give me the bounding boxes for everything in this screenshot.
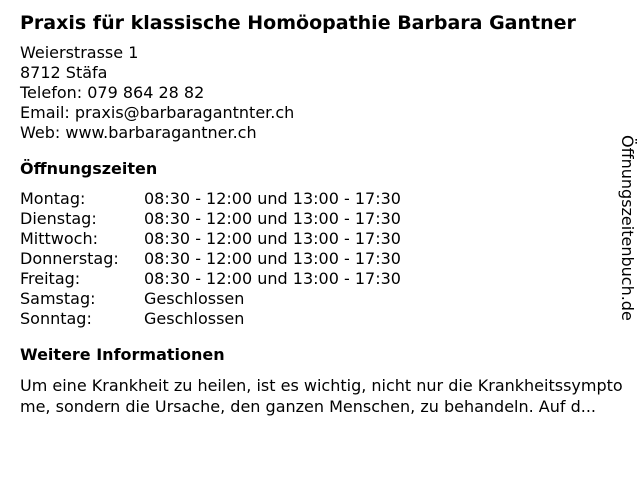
info-text: Um eine Krankheit zu heilen, ist es wichtig, nicht nur die Krankheitssymptome, sondern die Ursache, den ganzen Menschen, zu behandeln. Auf d... <box>20 376 623 416</box>
info-heading: Weitere Informationen <box>20 345 225 364</box>
address-block <box>20 43 610 143</box>
watermark-text: Öffnungszeitenbuch.de <box>618 135 637 321</box>
table-row <box>20 229 401 249</box>
table-row <box>20 309 401 329</box>
time-value: 08:30 - 12:00 und 13:00 - 17:30 <box>144 269 401 288</box>
day-label: Samstag: <box>20 289 96 308</box>
website: Web: www.barbaragantner.ch <box>20 123 257 142</box>
time-value: 08:30 - 12:00 und 13:00 - 17:30 <box>144 209 401 228</box>
time-value: 08:30 - 12:00 und 13:00 - 17:30 <box>144 189 401 208</box>
time-value: Geschlossen <box>144 289 245 308</box>
day-label: Sonntag: <box>20 309 92 328</box>
phone: Telefon: 079 864 28 82 <box>20 83 205 102</box>
day-label: Dienstag: <box>20 209 97 228</box>
day-label: Freitag: <box>20 269 81 288</box>
day-label: Mittwoch: <box>20 229 98 248</box>
watermark <box>615 135 639 365</box>
hours-heading: Öffnungszeiten <box>20 159 158 178</box>
opening-hours-table <box>20 189 401 329</box>
table-row <box>20 189 401 209</box>
practice-title: Praxis für klassische Homöopathie Barbara Gantner <box>20 12 576 34</box>
day-label: Montag: <box>20 189 86 208</box>
table-row <box>20 249 401 269</box>
table-row <box>20 289 401 309</box>
city: 8712 Stäfa <box>20 63 108 82</box>
time-value: Geschlossen <box>144 309 245 328</box>
practice-card <box>20 10 623 417</box>
time-value: 08:30 - 12:00 und 13:00 - 17:30 <box>144 249 401 268</box>
table-row <box>20 209 401 229</box>
day-label: Donnerstag: <box>20 249 119 268</box>
time-value: 08:30 - 12:00 und 13:00 - 17:30 <box>144 229 401 248</box>
email: Email: praxis@barbaragantnter.ch <box>20 103 295 122</box>
street: Weierstrasse 1 <box>20 43 139 62</box>
table-row <box>20 269 401 289</box>
